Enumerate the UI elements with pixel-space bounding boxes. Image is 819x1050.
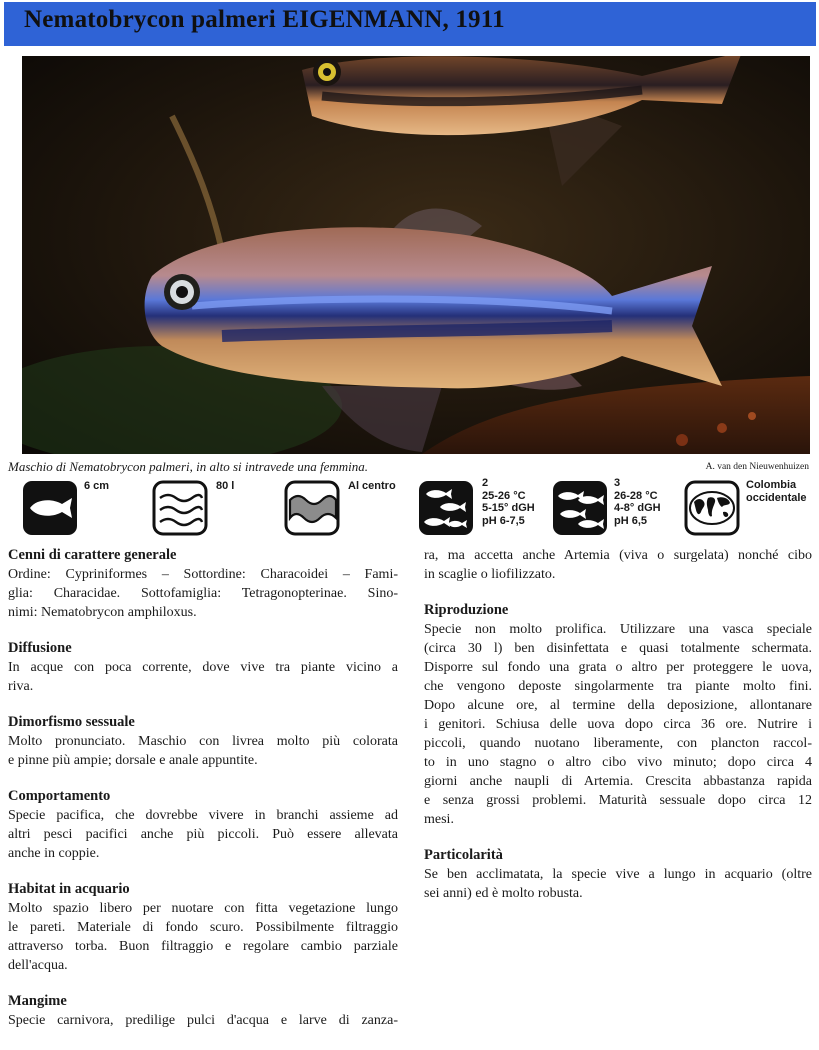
section-food	[8, 992, 398, 1030]
section-diffusion	[8, 639, 398, 696]
section-reproduction	[424, 601, 812, 829]
text-line: Molto pronunciato. Maschio con livrea molto più colorata	[8, 734, 398, 749]
section-notes	[424, 846, 812, 903]
text-line: Dopo alcune ore, al termine della deposizione, allontanare	[424, 698, 812, 713]
text-line: anche in coppie.	[8, 846, 100, 861]
fish-photo	[22, 56, 810, 454]
text-line: e senza grossi problemi. Maturità sessuale dopo circa 12	[424, 793, 812, 808]
section-heading: Diffusione	[8, 640, 72, 656]
section-body	[424, 546, 812, 584]
section-body	[8, 899, 398, 975]
section-heading: Particolarità	[424, 847, 503, 863]
text-line: glia: Characidae. Sottofamiglia: Tetragonopterinae. Sino-	[8, 586, 398, 601]
section-heading: Habitat in acquario	[8, 881, 130, 897]
section-body	[424, 865, 812, 903]
text-line: Specie carnivora, predilige pulci d'acqua e larve di zanza-	[8, 1013, 398, 1028]
title-bar	[4, 2, 816, 46]
text-line: e pinne più ampie; dorsale e anale appuntite.	[8, 753, 258, 768]
zone-label: Al centro	[348, 480, 396, 492]
maintenance-line: 25-26 °C	[482, 489, 526, 502]
text-line: i genitori. Schiusa delle uova dopo circa 36 ore. Nutrire i	[424, 717, 812, 732]
text-line: attraverso torba. Buon filtraggio e regolare cambio parziale	[8, 939, 398, 954]
text-line: che vengono deposte singolarmente tra piante molto fini.	[424, 679, 812, 694]
section-general	[8, 546, 398, 622]
fact-icons	[0, 478, 819, 538]
world-map-icon	[684, 480, 740, 536]
section-body	[424, 620, 812, 829]
size-label: 6 cm	[84, 480, 110, 492]
tank-middle-zone-icon	[284, 480, 340, 536]
breeding-line: 26-28 °C	[614, 489, 658, 502]
breeding-line: pH 6,5	[614, 514, 648, 527]
section-heading: Riproduzione	[424, 602, 509, 618]
section-body	[8, 1011, 398, 1030]
section-heading: Mangime	[8, 993, 67, 1009]
maintenance-line: 5-15° dGH	[482, 502, 535, 514]
school-of-fish-icon	[418, 480, 474, 536]
breeding-line: 3	[614, 477, 621, 489]
text-line: to in uno stagno o altro cibo vivo minuto; dopo circa 4	[424, 755, 812, 770]
right-column	[424, 546, 812, 920]
maintenance-line: 2	[482, 477, 489, 489]
text-line: Ordine: Cypriniformes – Sottordine: Characoidei – Fami-	[8, 567, 398, 582]
page-title: Nematobrycon palmeri EIGENMANN, 1911	[24, 6, 505, 33]
text-line: giorni anche naupli di Artemia. Crescita abbastanza rapida	[424, 774, 812, 789]
text-line: in scaglie o liofilizzato.	[424, 567, 556, 582]
section-habitat	[8, 880, 398, 975]
section-body	[8, 732, 398, 770]
text-line: dell'acqua.	[8, 958, 68, 973]
section-heading: Cenni di carattere generale	[8, 547, 177, 563]
photo-caption: Maschio di Nematobrycon palmeri, in alto si intravede una femmina.	[8, 459, 368, 474]
maintenance-values	[482, 477, 535, 527]
breeding-line: 4-8° dGH	[614, 502, 661, 514]
text-line: riva.	[8, 679, 34, 694]
volume-label: 80 l	[216, 480, 235, 492]
text-line: le pareti. Materiale di fondo scuro. Possibilmente filtraggio	[8, 920, 398, 935]
breeding-values	[614, 477, 661, 527]
breeding-fish-icon	[552, 480, 608, 536]
section-behaviour	[8, 787, 398, 863]
text-line: sei anni) ed è molto robusta.	[424, 886, 583, 901]
region-line: Colombia	[746, 479, 797, 491]
text-line: In acque con poca corrente, dove vive tra piante vicino a	[8, 660, 398, 675]
section-heading: Comportamento	[8, 788, 111, 804]
text-line: Molto spazio libero per nuotare con fitta vegetazione lungo	[8, 901, 398, 916]
maintenance-line: pH 6-7,5	[482, 514, 525, 527]
photo-credit: A. van den Nieuwenhuizen	[705, 462, 809, 472]
text-line: ra, ma accetta anche Artemia (viva o surgelata) nonché cibo	[424, 548, 812, 563]
section-body	[8, 565, 398, 622]
tank-volume-icon	[152, 480, 208, 536]
fish-size-icon	[22, 480, 78, 536]
text-line: piccoli, quando nuotano liberamente, con plancton raccol-	[424, 736, 812, 751]
section-body	[8, 658, 398, 696]
text-line: mesi.	[424, 812, 454, 827]
left-column	[8, 546, 398, 1047]
text-line: Specie non molto prolifica. Utilizzare una vasca speciale	[424, 622, 812, 637]
section-heading: Dimorfismo sessuale	[8, 714, 135, 730]
text-line: nimi: Nematobrycon amphiloxus.	[8, 605, 197, 620]
text-line: Disporre sul fondo una grata o altro per proteggere le uova,	[424, 660, 812, 675]
text-line: (circa 30 l) ben disinfettata e quasi totalmente schermata.	[424, 641, 812, 656]
text-line: Specie pacifica, che dovrebbe vivere in branchi assieme ad	[8, 808, 398, 823]
text-line: Se ben acclimatata, la specie vive a lungo in acquario (oltre	[424, 867, 812, 882]
region-line: occidentale	[746, 491, 807, 504]
section-food-continued	[424, 546, 812, 584]
section-body	[8, 806, 398, 863]
section-dimorphism	[8, 713, 398, 770]
region-values	[746, 479, 807, 504]
text-line: altri pesci pacifici anche più piccoli. Può essere allevata	[8, 827, 398, 842]
